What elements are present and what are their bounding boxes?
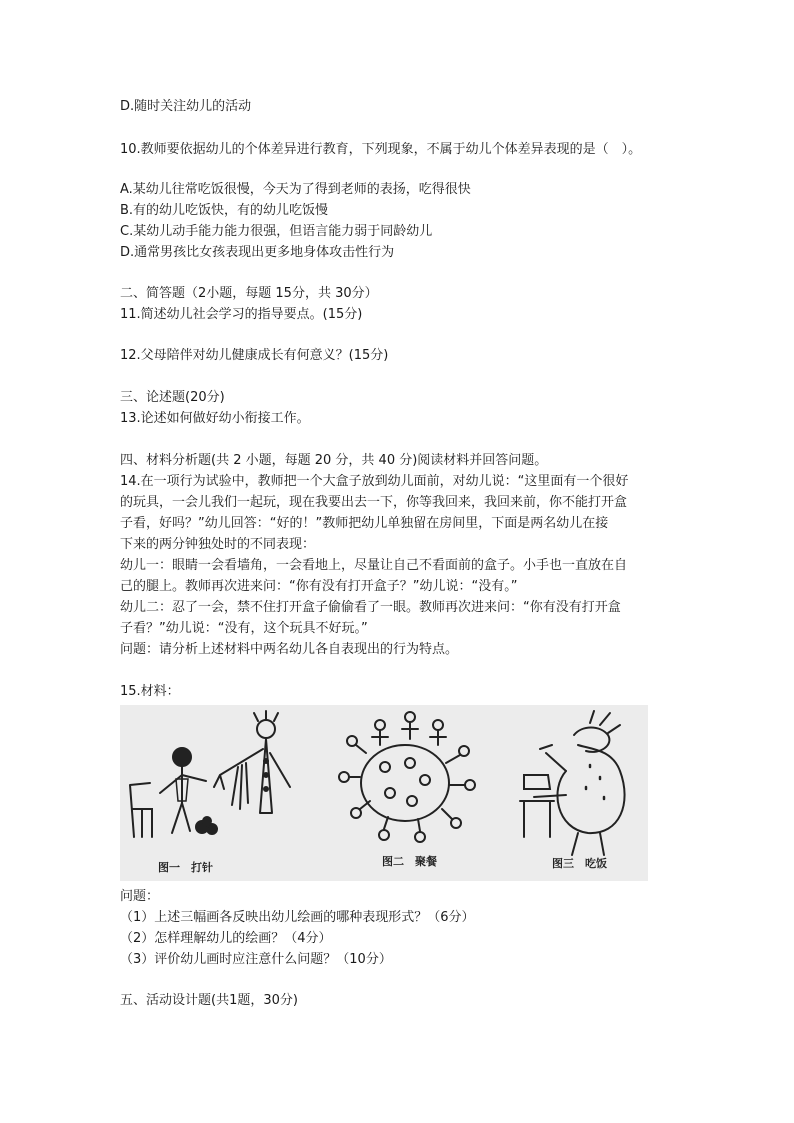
section-4-heading: 四、材料分析题(共 2 小题，每题 20 分，共 40 分)阅读材料并回答问题。 [120,453,548,468]
children-drawings-figure [120,705,648,881]
caption-figure-3: 图三 吃饭 [552,857,607,870]
option-d: D.通常男孩比女孩表现出更多地身体攻击性行为 [120,245,395,260]
option-c: C.某幼儿动手能力能力很强，但语言能力弱于同龄幼儿 [120,224,433,239]
question-14-line-2: 的玩具，一会儿我们一起玩，现在我要出去一下，你等我回来，我回来前，你不能打开盒 [120,495,628,510]
question-14-line-4: 下来的两分钟独处时的不同表现： [120,537,316,552]
section-2-heading: 二、简答题（2小题，每题 15分，共 30分） [120,286,378,301]
question-15-sub-3: （3）评价幼儿画时应注意什么问题？（10分） [120,952,392,967]
question-10: 10.教师要依据幼儿的个体差异进行教育，下列现象，不属于幼儿个体差异表现的是（ ）。 [120,142,642,157]
child-2-line-2: 子看？”幼儿说：“没有，这个玩具不好玩。” [120,621,368,636]
question-14-line-3: 子看，好吗？”幼儿回答：“好的！”教师把幼儿单独留在房间里，下面是两名幼儿在接 [120,516,609,531]
caption-figure-2: 图二 聚餐 [382,855,437,868]
child-1-line-2: 己的腿上。教师再次进来问：“你有没有打开盒子？”幼儿说：“没有。” [120,579,518,594]
question-11: 11.简述幼儿社会学习的指导要点。(15分) [120,307,363,322]
section-5-heading: 五、活动设计题(共1题，30分) [120,993,298,1008]
child-1-line-1: 幼儿一：眼睛一会看墙角，一会看地上，尽量让自己不看面前的盒子。小手也一直放在自 [120,558,628,573]
option-b: B.有的幼儿吃饭快，有的幼儿吃饭慢 [120,203,329,218]
option-a: A.某幼儿往常吃饭很慢，今天为了得到老师的表扬，吃得很快 [120,182,471,197]
section-3-heading: 三、论述题(20分) [120,390,225,405]
option-d-prev: D.随时关注幼儿的活动 [120,99,252,114]
question-15-sub-2: （2）怎样理解幼儿的绘画？（4分） [120,931,332,946]
child-2-line-1: 幼儿二：忍了一会，禁不住打开盒子偷偷看了一眼。教师再次进来问：“你有没有打开盒 [120,600,621,615]
question-13: 13.论述如何做好幼小衔接工作。 [120,411,310,426]
question-15-sub-1: （1）上述三幅画各反映出幼儿绘画的哪种表现形式？（6分） [120,910,475,925]
question-15: 15.材料： [120,684,180,699]
question-12: 12.父母陪伴对幼儿健康成长有何意义？(15分) [120,348,389,363]
question-14-line-1: 14.在一项行为试验中，教师把一个大盒子放到幼儿面前，对幼儿说：“这里面有一个很好 [120,474,629,489]
question-14-ask: 问题：请分析上述材料中两名幼儿各自表现出的行为特点。 [120,642,459,657]
question-15-ask: 问题： [120,889,160,904]
caption-figure-1: 图一 打针 [158,861,213,874]
